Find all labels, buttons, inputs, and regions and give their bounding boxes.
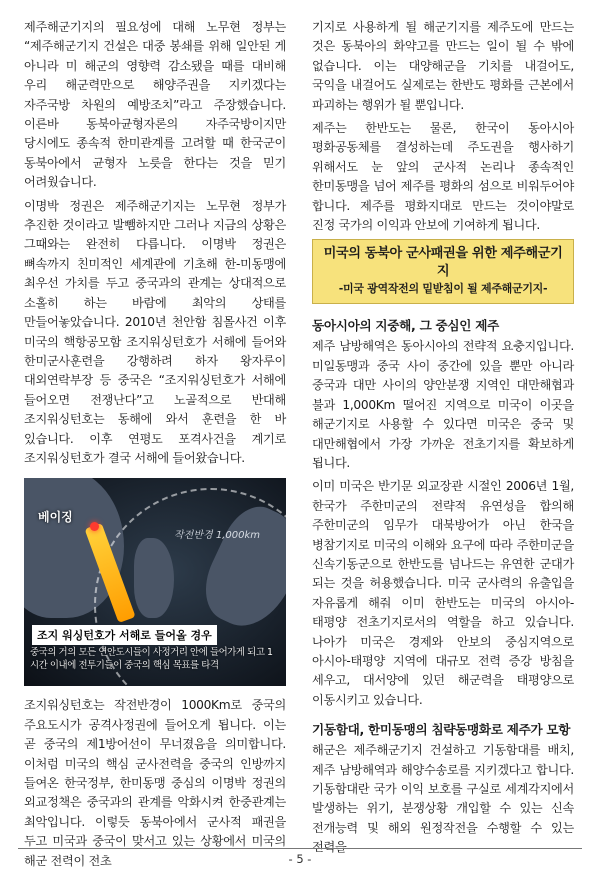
- right-column: [312, 18, 574, 862]
- map-photo: [24, 478, 286, 686]
- photo-caption-text: 중국의 거의 모든 연안도시들이 사정거리 안에 들어가게 되고 1시간 이내에 전투기들이 중국의 핵심 목표를 타격: [30, 647, 273, 672]
- footer-divider: [18, 848, 582, 849]
- section-title-box: [312, 239, 574, 304]
- photo-caption-title: 조지 워싱턴호가 서해로 들어올 경우: [32, 625, 217, 645]
- section-title: 미국의 동북아 군사패권을 위한 제주해군기지: [323, 246, 563, 280]
- left-column: [24, 18, 286, 875]
- page-number: - 5 -: [288, 852, 312, 866]
- paragraph-right-2: 제주는 한반도는 물론, 한국이 동아시아 평화공동체를 결성하는데 주도권을 행사하기 위해서도 눈 앞의 군사적 논리나 종속적인 한미동맹을 넘어 제주를 평화의 섬으로 비워두어야 합니다. 제주를 평화지대로 만드는 것이야말로 진정 국가의 이익과 안보에 기여하게 됩니다.: [312, 121, 574, 233]
- heading-east-asia-mediterranean: 동아시아의 지중해, 그 중심인 제주: [312, 318, 499, 334]
- photo-range-label: 작전반경 1,000km: [174, 530, 260, 542]
- photo-city-label: 베이징: [38, 510, 73, 525]
- section-subtitle: -미국 광역작전의 밑받침이 될 제주해군기지-: [338, 282, 548, 296]
- paragraph-right-5: 해군은 제주해군기지 건설하고 기동함대를 배치, 제주 남방해역과 해양수송로를 지키겠다고 합니다. 기동함대란 국가 이익 보호를 구실로 세계각지에서 발생하는 위기, 분쟁상황 개입할 수 있는 신속 전개능력 및 해외 원정작전을 수행할 수 있는 전력을: [312, 743, 574, 855]
- paragraph-left-1: 제주해군기지의 필요성에 대해 노무현 정부는 “제주해군기지 건설은 대중 봉쇄를 위해 일안된 게 아니라 미 해군의 영향력 감소됐을 때를 대비해 우리 해군력만으로 해양주권을 지키겠다는 자주국방 차원의 예방조치”라고 주장했습니다. 이른바 동북아균형자론의 자주국방이지만 당시에도 종속적 한미관계를 고려할 때 한국군이 동북아에서 균형자 노릇을 한다는 것을 믿기 어려웠습니다.: [24, 20, 286, 190]
- paragraph-left-3: 조지워싱턴호는 작전반경이 1000Km로 중국의 주요도시가 공격사정권에 들어오게 됩니다. 이는 곧 중국의 제1방어선이 무너졌음을 의미합니다. 이처럼 미국의 핵심 군사전력을 중국의 인방까지 들여온 한국정부, 한미동맹 중심의 이명박 정권의 외교정책은 중국과의 관계를 악화시켜 한중관계는 최악입니다. 이렇듯 동북아에서 군사적 패권을 두고 미국과 중국이 맞서고 있는 상황에서 미국의 해군 전력이 전초: [24, 698, 286, 868]
- paragraph-right-1: 기지로 사용하게 될 해군기지를 제주도에 만드는 것은 동북아의 화약고를 만드는 일이 될 수 밖에 없습니다. 이는 대양해군을 기치를 내걸어도, 국익을 내걸어도 실제로는 한반도 평화를 근본에서 파괴하는 행위가 될 뿐입니다.: [312, 20, 574, 112]
- heading-task-fleet: 기동함대, 한미동맹의 침략동맹화로 제주가 모항: [312, 722, 571, 738]
- paragraph-right-4: 이미 미국은 반기문 외교장관 시절인 2006년 1월, 한국가 주한미군의 전략적 유연성을 합의해 주한미군의 임무가 대북방어가 아닌 한국을 병참기지로 미국의 이해와 요구에 따라 주한미군을 신속기동군으로 한반도를 넘나드는 유연한 군대가 되는 것을 허용했습니다. 미국 군사력의 유출입을 자유롭게 해줘 이미 한반도는 미국의 아시아-태평양 전초기지로서의 역할을 하고 있습니다. 나아가 미국은 경제와 안보의 중심지역으로 아시아-태평양 지역에 대규모 전력 증강 방침을 세우고, 대서양에 있던 해군력을 태평양으로 이동시키고 있습니다.: [312, 479, 574, 707]
- paragraph-left-2: 이명박 정권은 제주해군기지는 노무현 정부가 추진한 것이라고 발뺌하지만 그러나 지금의 상황은 그때와는 완전히 다릅니다. 이명박 정권은 뼈속까지 친미적인 세계관에 기초해 한-미동맹에 최우선 가치를 두고 중국과의 관계는 상대적으로 소홀히 하는 바람에 최악의 상태를 만들어놓았습니다. 2010년 천안함 침몰사건 이후 미국의 핵항공모함 조지워싱턴호가 서해에 들어와 한미군사훈련을 강행하려 하자 왕자루이 대외연락부장 등 중국은 “조지워싱턴호가 서해에 들어오면 전쟁난다”고 노골적으로 반대해 조지워싱턴호는 동해에 와서 훈련을 한 바 있습니다. 이후 연평도 포격사건을 계기로 조지워싱턴호가 결국 서해에 들어왔습니다.: [24, 198, 286, 465]
- paragraph-right-3: 제주 남방해역은 동아시아의 전략적 요충지입니다. 미일동맹과 중국 사이 중간에 있을 뿐만 아니라 중국과 대만 사이의 양안분쟁 지역인 대만해협과 불과 1,000Km 떨어진 지역으로 미국이 이곳을 해군기지로 사용할 수 있다면 미국은 중국 및 대만해협에서 가장 가까운 전초기지를 확보하게 됩니다.: [312, 339, 574, 470]
